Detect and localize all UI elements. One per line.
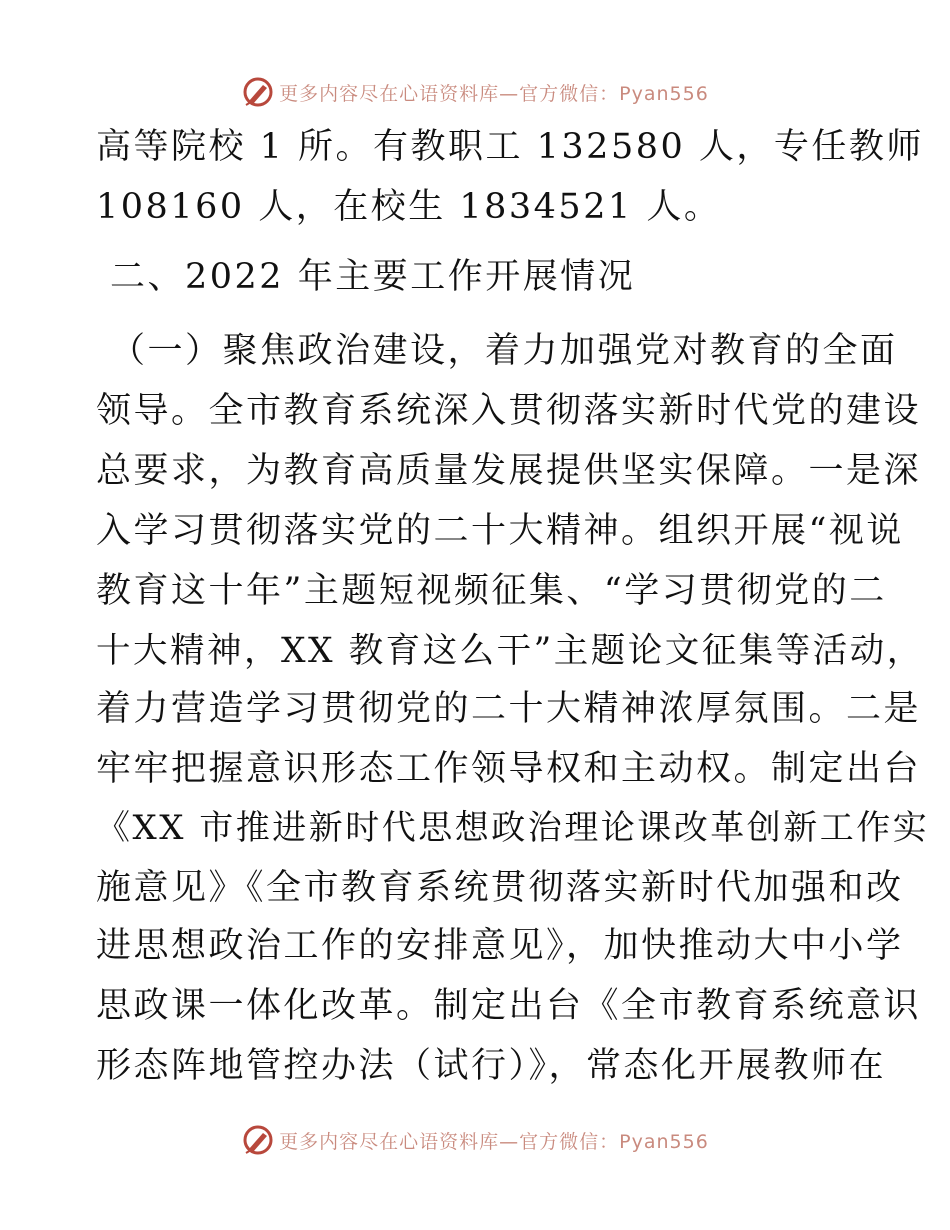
body-line: 教育这十年”主题短视频征集、“学习贯彻党的二 — [96, 571, 887, 611]
body-line: 领导。全市教育系统深入贯彻落实新时代党的建设 — [96, 391, 922, 431]
body-line: 108160 人，在校生 1834521 人。 — [96, 187, 722, 227]
body-line: 高等院校 1 所。有教职工 132580 人，专任教师 — [96, 127, 924, 167]
body-line: 总要求，为教育高质量发展提供坚实保障。一是深 — [96, 451, 922, 491]
watermark-bottom-text: 更多内容尽在心语资料库—官方微信：Pyan556 — [279, 1130, 709, 1153]
watermark-bottom — [0, 1120, 950, 1160]
body-line: 着力营造学习贯彻党的二十大精神浓厚氛围。二是 — [96, 689, 922, 729]
body-line: 进思想政治工作的安排意见》，加快推动大中小学 — [96, 926, 904, 966]
body-line: 牢牢把握意识形态工作领导权和主动权。制定出台 — [96, 749, 922, 789]
body-line: 施意见》《全市教育系统贯彻落实新时代加强和改 — [96, 868, 904, 908]
subsection-heading: （一）聚焦政治建设，着力加强党对教育的全面 — [110, 331, 898, 371]
pen-logo-icon — [241, 1123, 275, 1157]
body-line: 思政课一体化改革。制定出台《全市教育系统意识 — [96, 986, 922, 1026]
body-line: 形态阵地管控办法（试行）》，常态化开展教师在 — [96, 1046, 887, 1086]
section-heading: 二、2022 年主要工作开展情况 — [110, 257, 636, 297]
body-line: 十大精神，XX 教育这么干”主题论文征集等活动， — [96, 631, 924, 671]
pen-logo-icon — [241, 75, 275, 109]
body-line: 入学习贯彻落实党的二十大精神。组织开展“视说 — [96, 511, 904, 551]
watermark-top-text: 更多内容尽在心语资料库—官方微信：Pyan556 — [279, 82, 709, 105]
watermark-top — [0, 72, 950, 112]
body-line: 《XX 市推进新时代思想政治理论课改革创新工作实 — [96, 808, 930, 848]
